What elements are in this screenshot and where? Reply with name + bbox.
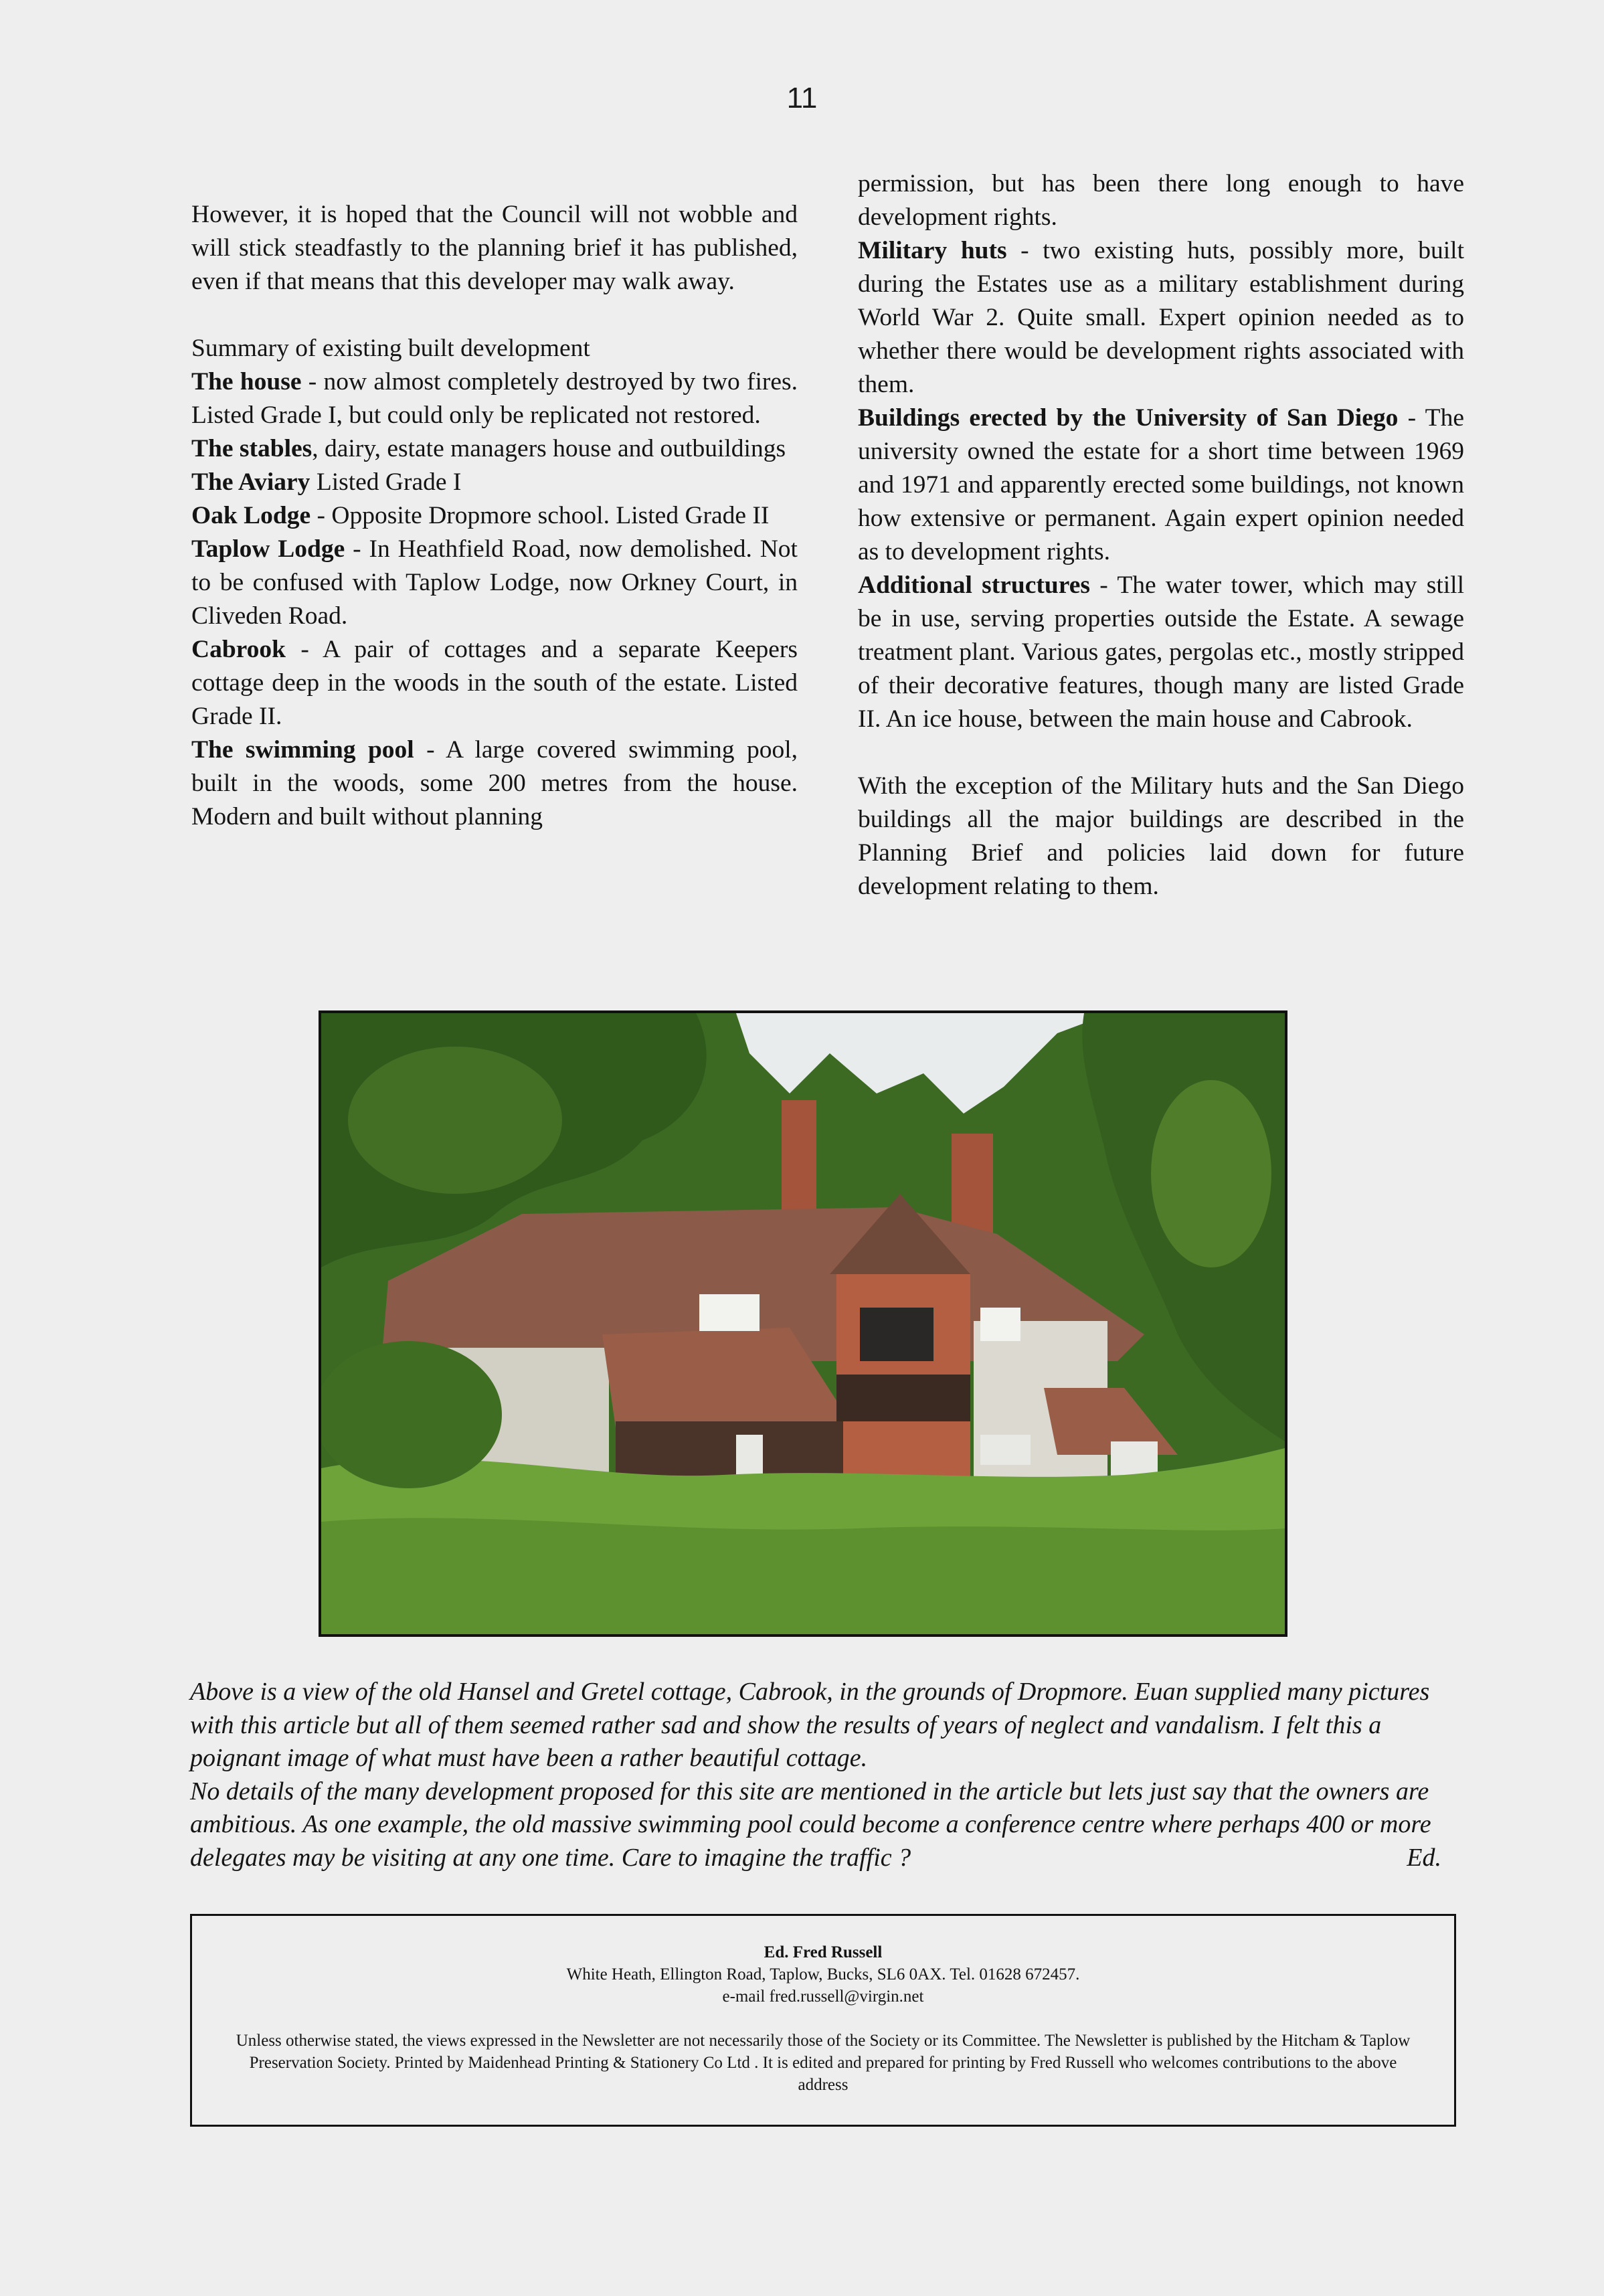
- item-the-aviary: [191, 466, 798, 499]
- editor-email: e-mail fred.russell@virgin.net: [722, 1988, 924, 2006]
- item-title: Taplow Lodge: [191, 535, 345, 563]
- foliage-highlight: [348, 1047, 562, 1194]
- paragraph-gap: [191, 298, 798, 332]
- item-text: - A pair of cottages and a separate Keepers cottage deep in the woods in the south of the estate. Listed Grade II.: [191, 636, 798, 730]
- item-text: - In Heathfield Road, now demolished. Not to be confused with Taplow Lodge, now Orkney Court, in Cliveden Road.: [191, 535, 798, 630]
- summary-heading: Summary of existing built development: [191, 335, 590, 362]
- newsletter-disclaimer: Unless otherwise stated, the views expressed in the Newsletter are not necessarily those of the Society or its Committee. The Newsletter is published by the Hitcham & Taplow Preservation Society. Printed by Maidenhead Printing & Stationery Co Ltd . It is edited and prepared for printing by Fred Russell who welcomes contributions to the above address: [236, 2032, 1411, 2094]
- paragraph-gap: [858, 736, 1464, 770]
- item-cabrook: [191, 633, 798, 733]
- bay-window: [860, 1308, 933, 1361]
- chimney-right: [952, 1134, 993, 1234]
- shrub: [321, 1341, 502, 1488]
- half-timber-panel: [836, 1375, 970, 1421]
- item-title: The Aviary: [191, 468, 310, 496]
- item-text: - The university owned the estate for a short time between 1969 and 1971 and apparently erected some buildings, not known how extensive or permanent. Again expert opinion needed as to development rights.: [858, 404, 1464, 565]
- dormer-window: [699, 1294, 760, 1331]
- item-oak-lodge: [191, 499, 798, 533]
- continuation-paragraph: permission, but has been there long enough to have development rights.: [858, 170, 1464, 231]
- item-title: The swimming pool: [191, 736, 414, 764]
- cottage-illustration: [321, 1013, 1285, 1634]
- item-text: - Opposite Dropmore school. Listed Grade II: [310, 502, 770, 529]
- item-swimming-pool: [191, 733, 798, 834]
- item-text: - A large covered swimming pool, built in the woods, some 200 metres from the house. Modern and built without planning: [191, 736, 798, 830]
- editor-address: White Heath, Ellington Road, Taplow, Bucks, SL6 0AX. Tel. 01628 672457.: [566, 1965, 1080, 1983]
- intro-paragraph: However, it is hoped that the Council will not wobble and will stick steadfastly to the planning brief it has published, even if that means that this developer may walk away.: [191, 201, 798, 295]
- item-title: Military huts: [858, 237, 1007, 264]
- grass-shadow: [321, 1518, 1285, 1634]
- photo-caption: [190, 1676, 1441, 1874]
- item-military-huts: [858, 234, 1464, 402]
- item-the-stables: [191, 432, 798, 466]
- editor-footer-box: [190, 1914, 1456, 2127]
- caption-signature: Ed.: [1407, 1843, 1441, 1872]
- item-the-house: [191, 365, 798, 432]
- editor-name: Ed. Fred Russell: [764, 1943, 883, 1961]
- item-text: - now almost completely destroyed by two fires. Listed Grade I, but could only be replicated not restored.: [191, 368, 798, 429]
- item-title: Cabrook: [191, 636, 286, 663]
- dormer-window: [980, 1308, 1020, 1341]
- item-additional-structures: [858, 569, 1464, 736]
- closing-paragraph: With the exception of the Military huts and the San Diego buildings all the major buildings are described in the Planning Brief and policies laid down for future development relating to them.: [858, 772, 1464, 900]
- cottage-photo: [319, 1010, 1287, 1637]
- item-title: Buildings erected by the University of San Diego: [858, 404, 1399, 432]
- item-title: The stables: [191, 435, 313, 462]
- item-text: - The water tower, which may still be in use, serving properties outside the Estate. A sewage treatment plant. Various gates, pergolas etc., mostly stripped of their decorative features, though many are listed Grade II. An ice house, between the main house and Cabrook.: [858, 571, 1464, 733]
- foliage-highlight: [1151, 1080, 1271, 1267]
- item-taplow-lodge: [191, 533, 798, 633]
- item-text: Listed Grade I: [310, 468, 462, 496]
- item-title: The house: [191, 368, 302, 395]
- lower-window: [980, 1435, 1031, 1465]
- page-number: 11: [786, 82, 818, 114]
- right-column: [858, 167, 1464, 903]
- caption-paragraph-2: No details of the many development proposed for this site are mentioned in the article but lets just say that the owners are ambitious. As one example, the old massive swimming pool could become a conference centre where perhaps 400 or more delegates may be visiting at any one time. Care to imagine the traffic ?: [190, 1777, 1431, 1872]
- item-text: - two existing huts, possibly more, built during the Estates use as a military establishment during World War 2. Quite small. Expert opinion needed as to whether there would be development rights associated with them.: [858, 237, 1465, 398]
- item-title: Oak Lodge: [191, 502, 311, 529]
- caption-paragraph-1: Above is a view of the old Hansel and Gretel cottage, Cabrook, in the grounds of Dropmore. Euan supplied many pictures with this article but all of them seemed rather sad and show the results of years of neglect and vandalism. I felt this a poignant image of what must have been a rather beautiful cottage.: [190, 1678, 1430, 1772]
- left-column: [191, 198, 798, 834]
- item-title: Additional structures: [858, 571, 1090, 599]
- item-san-diego-buildings: [858, 402, 1464, 569]
- chimney-left: [782, 1100, 816, 1227]
- item-text: , dairy, estate managers house and outbuildings: [312, 435, 786, 462]
